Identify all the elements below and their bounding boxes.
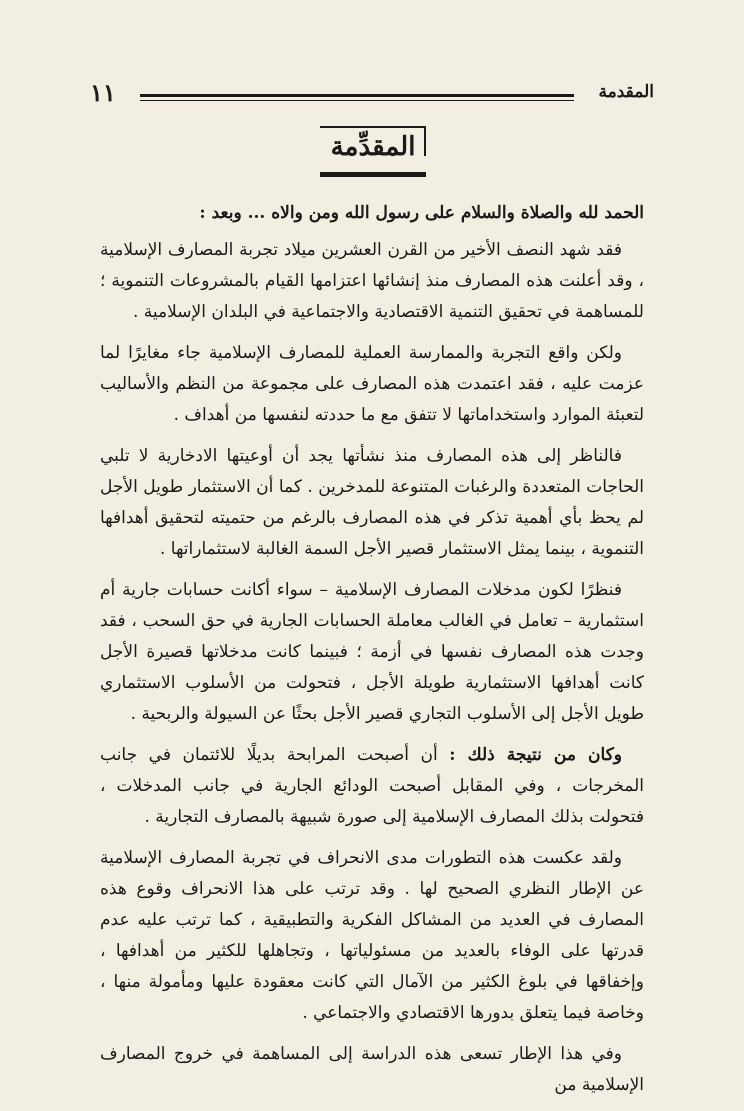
paragraph: فنظرًا لكون مدخلات المصارف الإسلامية – سواء أكانت حسابات جارية أم استثمارية – تعامل في الغالب معاملة الحسابات الجارية في حق السحب ، فقد وجدت هذه المصارف نفسها في أزمة ؛ فبينما كانت مدخلاتها قصيرة الأجل كانت أهدافها الاستثمارية طويلة الأجل ، فتحولت من الأسلوب الاستثماري طويل الأجل إلى الأسلوب التجاري قصير الأجل بحثًا عن السيولة والربحية . [100, 580, 644, 724]
paragraph-salutation: الحمد لله والصلاة والسلام على رسول الله ومن والاه ... وبعد : [199, 203, 644, 223]
header-rule-thin [140, 100, 574, 101]
paragraph: ولكن واقع التجربة والممارسة العملية للمصارف الإسلامية جاء مغايرًا لما عزمت عليه ، فقد اعتمدت هذه المصارف على مجموعة من النظم والأساليب لتعبئة الموارد واستخداماتها لا تتفق مع ما حددته لنفسها من أهداف . [100, 343, 644, 425]
title-underline [320, 172, 426, 177]
paragraph-body: أن أصبحت المرابحة بديلًا للائتمان في جانب المخرجات ، وفي المقابل أصبحت الودائع الجارية في جانب المدخلات ، فتحولت بذلك المصارف الإسلامية إلى صورة شبيهة بالمصارف التجارية . [100, 745, 644, 827]
paragraph: وفي هذا الإطار تسعى هذه الدراسة إلى المساهمة في خروج المصارف الإسلامية من [100, 1044, 644, 1095]
section-title: المقدِّمة [330, 132, 416, 162]
paragraph: فقد شهد النصف الأخير من القرن العشرين ميلاد تجربة المصارف الإسلامية ، وقد أعلنت هذه المصارف منذ إنشائها اعتزامها القيام بالمشروعات التنموية ؛ للمساهمة في تحقيق التنمية الاقتصادية والاجتماعية في البلدان الإسلامية . [100, 240, 644, 322]
section-title-frame [320, 126, 426, 178]
paragraph [100, 740, 644, 833]
running-title: المقدمة [598, 82, 654, 102]
paragraph: فالناظر إلى هذه المصارف منذ نشأتها يجد أن أوعيتها الادخارية لا تلبي الحاجات المتعددة والرغبات المتنوعة للمدخرين . كما أن الاستثمار طويل الأجل لم يحظ بأي أهمية تذكر في هذه المصارف بالرغم من حتميته لتحقيق أهدافها التنموية ، بينما يمثل الاستثمار قصير الأجل السمة الغالبة لاستثماراتها . [100, 446, 644, 559]
title-frame-top [320, 126, 426, 128]
body-text [100, 198, 644, 1111]
paragraph-lead: وكان من نتيجة ذلك : [449, 745, 623, 765]
running-header [90, 78, 654, 112]
page-number: ١١ [90, 78, 116, 107]
paragraph: ولقد عكست هذه التطورات مدى الانحراف في تجربة المصارف الإسلامية عن الإطار النظري الصحيح لها . وقد ترتب على هذا الانحراف وقوع هذه المصارف في العديد من المشاكل الفكرية والتطبيقية ، كما ترتب عليه عدم قدرتها على الوفاء بالعديد من مسئولياتها ، وتجاهلها للكثير من أهدافها ، وإخفاقها في بلوغ الكثير من الآمال التي كانت معقودة عليها ومأمولة منها ، وخاصة فيما يتعلق بدورها الاقتصادي والاجتماعي . [100, 848, 644, 1023]
